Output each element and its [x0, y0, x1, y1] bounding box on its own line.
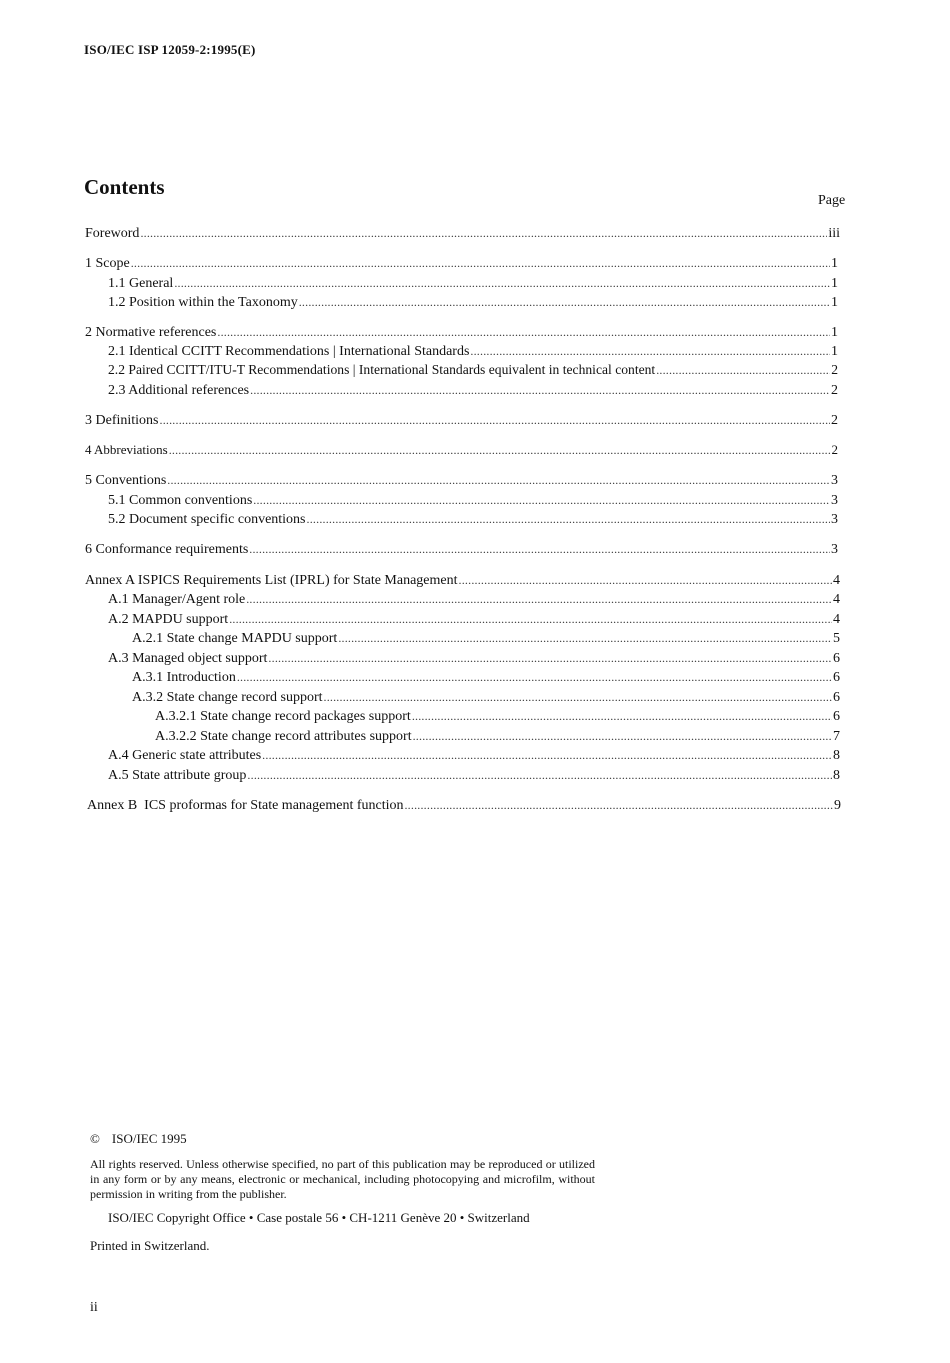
document-id-header: ISO/IEC ISP 12059-2:1995(E)	[84, 42, 256, 57]
copyright-office-address: ISO/IEC Copyright Office • Case postale 56 • CH-1211 Genève 20 • Switzerland	[108, 1210, 530, 1225]
toc-entry-annex-b[interactable]	[87, 796, 841, 814]
toc-entry-page: 8	[833, 768, 840, 783]
toc-leader-dots	[268, 649, 832, 667]
toc-entry-text: 5 Conventions	[85, 473, 167, 488]
toc-entry-page: 1	[831, 256, 838, 271]
toc-leader-dots	[307, 510, 830, 528]
toc-entry-text: 2.1 Identical CCITT Recommendations | International Standards	[108, 344, 470, 359]
toc-leader-dots	[246, 590, 832, 608]
toc-entry-text: 3 Definitions	[85, 413, 159, 428]
copyright-line	[90, 1131, 187, 1147]
toc-entry-page: 2	[831, 413, 838, 428]
toc-entry-conformance-requirements[interactable]	[85, 540, 838, 558]
rights-notice: All rights reserved. Unless otherwise specified, no part of this publication may be reproduced or utilized in any form or by any means, electronic or mechanical, including photocopying and microfilm, without permission in writing from the publisher.	[90, 1157, 595, 1201]
toc-entry-text: A.3.2.1 State change record packages support	[155, 709, 411, 724]
toc-entry-text: A.3.1 Introduction	[132, 670, 236, 685]
toc-entry-normative-references[interactable]	[85, 323, 838, 341]
toc-entry-page: iii	[828, 226, 840, 241]
toc-entry-text: Annex B ICS proformas for State management function	[87, 798, 404, 813]
contents-title: Contents	[84, 175, 165, 199]
toc-entry-scope[interactable]	[85, 254, 838, 272]
toc-entry-identical-recommendations[interactable]	[108, 342, 838, 360]
toc-entry-text: A.4 Generic state attributes	[108, 748, 262, 763]
toc-leader-dots	[262, 746, 832, 764]
toc-leader-dots	[140, 224, 827, 242]
toc-leader-dots	[249, 540, 830, 558]
toc-entry-text: 2.3 Additional references	[108, 383, 250, 398]
toc-leader-dots	[253, 491, 830, 509]
toc-entry-managed-object-support[interactable]	[108, 649, 840, 667]
toc-leader-dots	[229, 610, 832, 628]
toc-entry-annex-a[interactable]	[85, 571, 840, 589]
toc-entry-record-packages-support[interactable]	[155, 707, 840, 725]
toc-entry-page: 4	[833, 592, 840, 607]
toc-entry-page: 3	[831, 542, 838, 557]
toc-entry-text: 6 Conformance requirements	[85, 542, 249, 557]
toc-leader-dots	[470, 342, 830, 360]
toc-entry-page: 5	[833, 631, 840, 646]
toc-entry-foreword[interactable]	[85, 224, 840, 242]
toc-entry-record-attributes-support[interactable]	[155, 727, 840, 745]
toc-entry-page: 8	[833, 748, 840, 763]
toc-entry-page: 6	[833, 670, 840, 685]
toc-leader-dots	[656, 361, 830, 379]
toc-entry-page: 3	[831, 473, 838, 488]
toc-entry-text: A.3.2 State change record support	[132, 690, 323, 705]
toc-entry-page: 6	[833, 709, 840, 724]
toc-entry-page: 1	[831, 276, 838, 291]
toc-entry-text: Foreword	[85, 226, 140, 241]
toc-entry-generic-state-attributes[interactable]	[108, 746, 840, 764]
toc-entry-page: 6	[833, 690, 840, 705]
toc-entry-taxonomy[interactable]	[108, 293, 838, 311]
toc-leader-dots	[338, 629, 832, 647]
toc-entry-state-attribute-group[interactable]	[108, 766, 840, 784]
toc-leader-dots	[174, 274, 830, 292]
toc-leader-dots	[169, 441, 831, 459]
toc-entry-additional-references[interactable]	[108, 381, 838, 399]
toc-entry-page: 1	[831, 295, 838, 310]
toc-entry-page: 9	[834, 798, 841, 813]
toc-entry-mapdu-support[interactable]	[108, 610, 840, 628]
toc-entry-text: A.3 Managed object support	[108, 651, 268, 666]
toc-entry-abbreviations[interactable]	[85, 441, 838, 459]
toc-entry-text: Annex A ISPICS Requirements List (IPRL) for State Management	[85, 573, 458, 588]
copyright-symbol: ©	[90, 1131, 100, 1146]
toc-entry-state-change-mapdu-support[interactable]	[132, 629, 840, 647]
toc-entry-text: A.5 State attribute group	[108, 768, 247, 783]
toc-entry-text: 4 Abbreviations	[85, 442, 168, 457]
page-column-label: Page	[818, 193, 846, 208]
printed-in: Printed in Switzerland.	[90, 1238, 210, 1253]
toc-entry-introduction[interactable]	[132, 668, 840, 686]
toc-leader-dots	[459, 571, 832, 589]
toc-leader-dots	[167, 471, 830, 489]
toc-leader-dots	[217, 323, 830, 341]
toc-leader-dots	[247, 766, 832, 784]
toc-entry-page: 4	[833, 573, 840, 588]
toc-entry-page: 3	[831, 512, 838, 527]
toc-entry-definitions[interactable]	[85, 411, 838, 429]
toc-entry-page: 3	[831, 493, 838, 508]
toc-entry-page: 6	[833, 651, 840, 666]
page-number: ii	[90, 1300, 98, 1315]
toc-entry-page: 7	[833, 729, 840, 744]
toc-entry-page: 4	[833, 612, 840, 627]
toc-entry-conventions[interactable]	[85, 471, 838, 489]
toc-entry-text: 5.2 Document specific conventions	[108, 512, 306, 527]
toc-entry-text: A.2.1 State change MAPDU support	[132, 631, 338, 646]
toc-leader-dots	[324, 688, 833, 706]
toc-entry-manager-agent-role[interactable]	[108, 590, 840, 608]
toc-entry-general[interactable]	[108, 274, 838, 292]
toc-leader-dots	[404, 796, 833, 814]
toc-leader-dots	[413, 727, 832, 745]
toc-entry-page: 2	[831, 383, 838, 398]
toc-entry-text: 5.1 Common conventions	[108, 493, 253, 508]
toc-leader-dots	[299, 293, 830, 311]
toc-entry-text: A.1 Manager/Agent role	[108, 592, 246, 607]
copyright-text: ISO/IEC 1995	[111, 1131, 187, 1146]
toc-leader-dots	[131, 254, 830, 272]
toc-leader-dots	[237, 668, 832, 686]
toc-entry-page: 1	[831, 325, 838, 340]
toc-entry-text: 1.2 Position within the Taxonomy	[108, 295, 298, 310]
toc-leader-dots	[250, 381, 830, 399]
toc-entry-text: A.3.2.2 State change record attributes support	[155, 729, 412, 744]
toc-entry-page: 1	[831, 344, 838, 359]
toc-leader-dots	[160, 411, 831, 429]
toc-entry-paired-recommendations[interactable]	[108, 361, 838, 379]
toc-entry-state-change-record-support[interactable]	[132, 688, 840, 706]
toc-entry-document-specific-conventions[interactable]	[108, 510, 838, 528]
toc-entry-text: 1 Scope	[85, 256, 130, 271]
toc-entry-text: 2 Normative references	[85, 325, 217, 340]
toc-entry-page: 2	[831, 362, 838, 377]
toc-entry-text: 2.2 Paired CCITT/ITU-T Recommendations | International Standards equivalent in technical content	[108, 362, 656, 377]
toc-leader-dots	[412, 707, 832, 725]
toc-entry-page: 2	[831, 442, 838, 457]
toc-entry-text: A.2 MAPDU support	[108, 612, 229, 627]
toc-entry-text: 1.1 General	[108, 276, 174, 291]
toc-entry-common-conventions[interactable]	[108, 491, 838, 509]
